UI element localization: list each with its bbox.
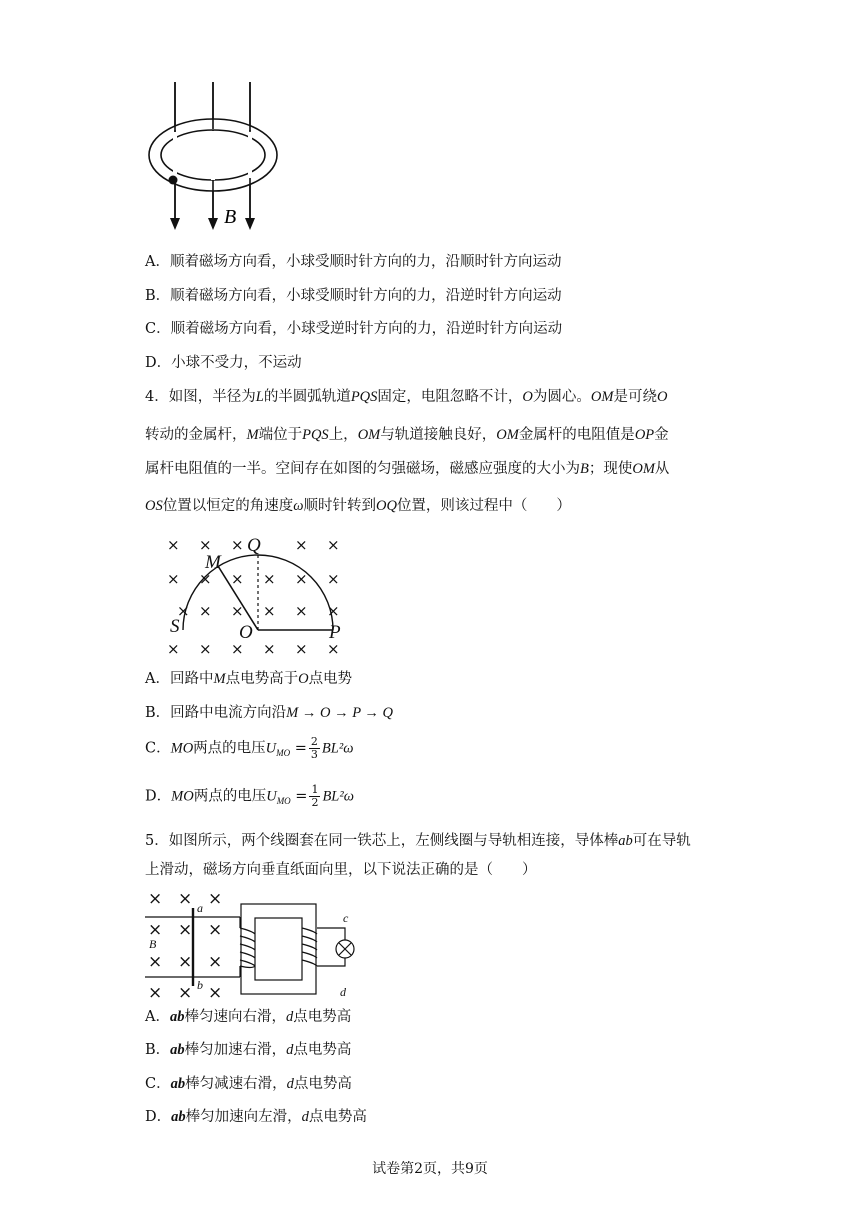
q5-stem-line-1: 5．如图所示，两个线圈套在同一铁芯上，左侧线圈与导轨相连接，导体棒ab可在导轨 — [145, 833, 691, 849]
svg-text:×: × — [208, 920, 223, 940]
field-cross: × — [295, 602, 308, 620]
field-cross: × — [167, 640, 180, 658]
field-cross: × — [199, 570, 212, 588]
secondary-coil — [302, 928, 317, 966]
q5-option-c[interactable]: C．ab棒匀减速右滑，d点电势高 — [145, 1076, 352, 1092]
q4-stem-line-1: 4．如图，半径为L的半圆弧轨道PQS固定，电阻忽略不计，O为圆心。OM是可绕O — [145, 389, 668, 405]
field-cross: × — [263, 640, 276, 658]
field-cross: × — [167, 570, 180, 588]
field-cross: × — [327, 536, 340, 554]
svg-text:×: × — [178, 889, 193, 909]
label-S: S — [170, 616, 180, 637]
label-b: b — [197, 978, 203, 992]
field-cross: × — [295, 640, 308, 658]
svg-text:×: × — [148, 983, 163, 1003]
svg-text:×: × — [178, 920, 193, 940]
primary-coil — [240, 928, 255, 968]
field-cross: × — [327, 640, 340, 658]
field-cross: × — [231, 602, 244, 620]
q4-stem-line-4: OS位置以恒定的角速度ω顺时针转到OQ位置，则该过程中（ ） — [145, 498, 571, 514]
svg-text:×: × — [148, 952, 163, 972]
fraction: $\frac{2}{3}$ — [310, 735, 318, 761]
field-cross: × — [231, 536, 244, 554]
svg-text:×: × — [208, 952, 223, 972]
q4-stem-line-2: 转动的金属杆，M端位于PQS上，OM与轨道接触良好，OM金属杆的电阻值是OP金 — [145, 427, 669, 443]
field-cross: × — [231, 640, 244, 658]
field-cross: × — [167, 536, 180, 554]
label-Q: Q — [247, 535, 261, 556]
field-cross: × — [295, 536, 308, 554]
svg-text:×: × — [208, 889, 223, 909]
field-label-B: B — [224, 206, 237, 228]
fraction: $\frac{1}{2}$ — [311, 783, 319, 809]
svg-text:×: × — [178, 952, 193, 972]
field-cross: × — [295, 570, 308, 588]
svg-text:×: × — [148, 920, 163, 940]
field-cross: × — [199, 602, 212, 620]
q3-option-d[interactable]: D．小球不受力，不运动 — [145, 355, 302, 371]
field-cross: × — [327, 570, 340, 588]
q5-stem-line-2: 上滑动，磁场方向垂直纸面向里，以下说法正确的是（ ） — [145, 862, 537, 878]
label-M: M — [205, 552, 221, 573]
figure-semicircle-track — [155, 530, 355, 660]
field-cross: × — [327, 602, 340, 620]
page-footer: 试卷第2页，共9页 — [372, 1161, 488, 1177]
q3-option-a[interactable]: A．顺着磁场方向看，小球受顺时针方向的力，沿顺时针方向运动 — [145, 254, 562, 270]
q5-option-a[interactable]: A．ab棒匀速向右滑，d点电势高 — [145, 1009, 352, 1025]
field-cross: × — [199, 640, 212, 658]
svg-text:×: × — [178, 983, 193, 1003]
label-O: O — [239, 622, 253, 643]
field-cross: × — [231, 570, 244, 588]
q4-option-a[interactable]: A．回路中M点电势高于O点电势 — [145, 671, 353, 687]
field-cross: × — [263, 570, 276, 588]
figure-ring-in-field — [140, 80, 300, 235]
q5-option-b[interactable]: B．ab棒匀加速右滑，d点电势高 — [145, 1042, 352, 1058]
field-cross: × — [199, 536, 212, 554]
q3-option-c[interactable]: C．顺着磁场方向看，小球受逆时针方向的力，沿逆时针方向运动 — [145, 321, 563, 337]
q4-option-c[interactable]: C．MO两点的电压$U_{MO}$ = $\frac{2}{3}$ BL²ω — [145, 735, 354, 761]
q4-stem-line-3: 属杆电阻值的一半。空间存在如图的匀强磁场，磁感应强度的大小为B；现使OM从 — [145, 461, 670, 477]
label-P: P — [329, 622, 341, 643]
field-cross: × — [263, 602, 276, 620]
label-B: B — [149, 937, 157, 951]
label-a: a — [197, 901, 203, 915]
q5-option-d[interactable]: D．ab棒匀加速向左滑，d点电势高 — [145, 1109, 367, 1125]
svg-text:×: × — [208, 983, 223, 1003]
label-c: c — [343, 911, 349, 925]
q4-option-b[interactable]: B．回路中电流方向沿M → O → P → Q — [145, 705, 394, 721]
svg-text:×: × — [148, 889, 163, 909]
label-d: d — [340, 985, 346, 999]
figure-transformer-rails — [140, 882, 365, 1007]
field-cross: × — [177, 602, 190, 620]
q4-option-d[interactable]: D．MO两点的电压$U_{MO}$ = $\frac{1}{2}$ BL²ω — [145, 783, 354, 809]
q3-option-b[interactable]: B．顺着磁场方向看，小球受顺时针方向的力，沿逆时针方向运动 — [145, 288, 562, 304]
ball — [169, 176, 178, 185]
